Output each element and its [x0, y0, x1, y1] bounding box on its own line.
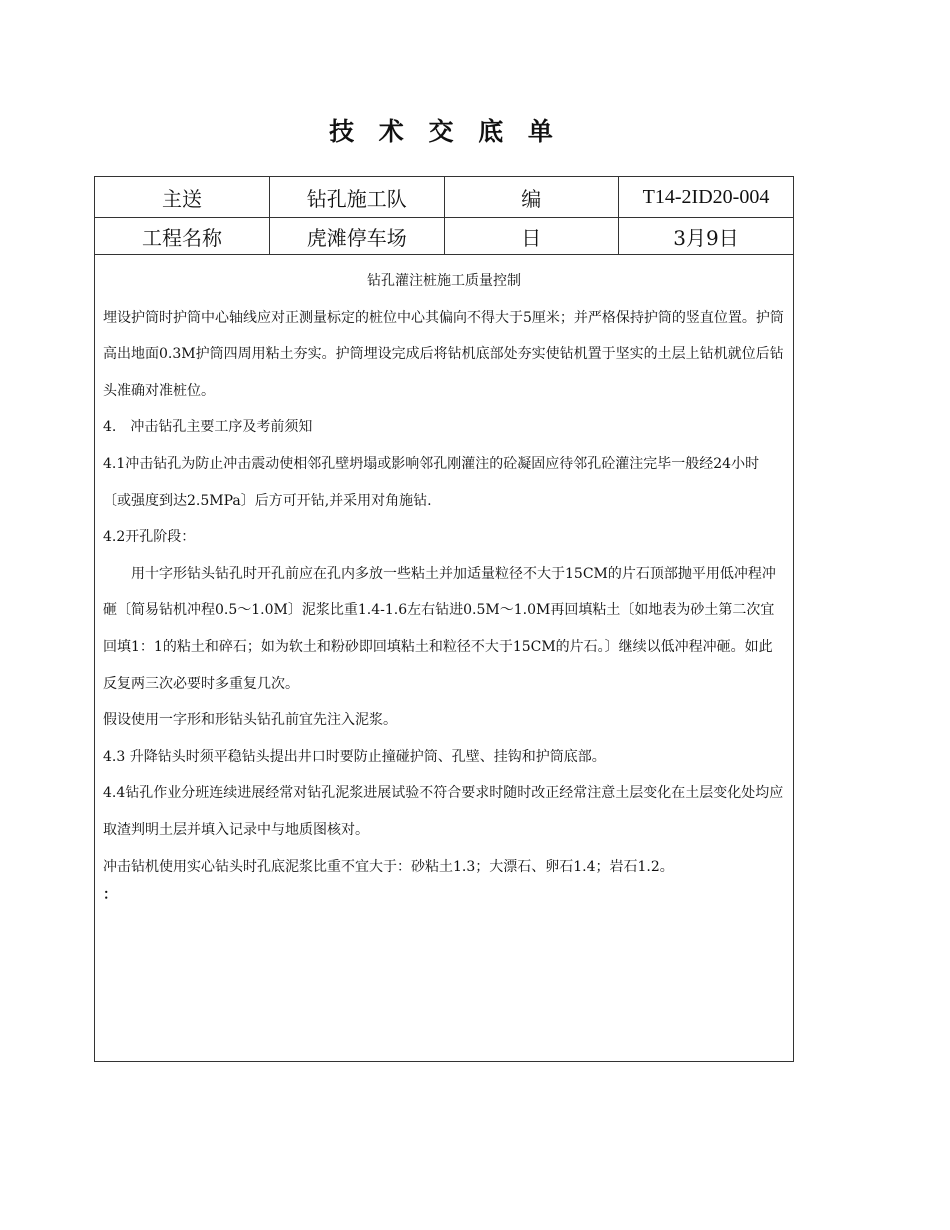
- paragraph-slurry: 假设使用一字形和形钻头钻孔前宜先注入泥浆。: [103, 712, 397, 729]
- content-subtitle: 钻孔灌注桩施工质量控制: [367, 273, 521, 289]
- paragraph-density: 冲击钻机使用实心钻头时孔底泥浆比重不宜大于：砂粘土1.3；大漂石、卵石1.4；岩石1.2。: [103, 858, 674, 875]
- date-value: 3月9日: [619, 218, 794, 255]
- disclosure-sheet: [94, 176, 794, 1062]
- section-heading-4: 4. 冲击钻孔主要工序及考前须知: [103, 419, 313, 436]
- paragraph-4-3: 4.3 升降钻头时须平稳钻头提出井口时要防止撞碰护筒、孔壁、挂钩和护筒底部。: [103, 748, 606, 765]
- header-table: [95, 177, 793, 255]
- header-row-2: [95, 218, 793, 255]
- document-title: 技 术 交 底 单: [329, 117, 561, 146]
- project-name-value: 虎滩停车场: [270, 218, 445, 255]
- paragraph-casing: 埋设护筒时护筒中心轴线应对正测量标定的桩位中心其偏向不得大于5厘米；并严格保持护筒的竖直位置。护筒高出地面0.3M护筒四周用粘土夯实。护筒埋设完成后将钻机底部处夯实使钻机置于坚实的土层上钻机就位后钻头准确对准桩位。: [103, 309, 784, 399]
- trailing-colon: ：: [103, 887, 117, 904]
- header-row-1: [95, 177, 793, 218]
- paragraph-4-4: 4.4钻孔作业分班连续进展经常对钻孔泥浆进展试验不符合要求时随时改正经常注意土层变化在土层变化处均应取渣判明土层并填入记录中与地质图核对。: [103, 785, 784, 838]
- recipient-value: 钻孔施工队: [270, 177, 445, 218]
- paragraph-cross-bit: 用十字形钻头钻孔时开孔前应在孔内多放一些粘土并加适量粒径不大于15CM的片石顶部抛平用低冲程冲砸〔简易钻机冲程0.5～1.0M〕泥浆比重1.4-1.6左右钻进0.5M～1.0M再回填粘土〔如地表为砂土第二次宜回填1：1的粘土和碎石；如为软土和粉砂即回填粘土和粒径不大于15CM的片石。〕继续以低冲程冲砸。如此反复两三次必要时多重复几次。: [103, 565, 776, 692]
- project-name-label: 工程名称: [95, 218, 270, 255]
- paragraph-4-2-heading: 4.2开孔阶段：: [103, 529, 196, 546]
- number-value: T14-2ID20-004: [619, 177, 794, 218]
- content-area: [95, 255, 793, 905]
- recipient-label: 主送: [95, 177, 270, 218]
- paragraph-4-1: 4.1冲击钻孔为防止冲击震动使相邻孔壁坍塌或影响邻孔刚灌注的砼凝固应待邻孔砼灌注完毕一般经24小时〔或强度到达2.5MPa〕后方可开钻,并采用对角施钻.: [103, 455, 760, 509]
- date-label: 日: [444, 218, 619, 255]
- number-label: 编: [444, 177, 619, 218]
